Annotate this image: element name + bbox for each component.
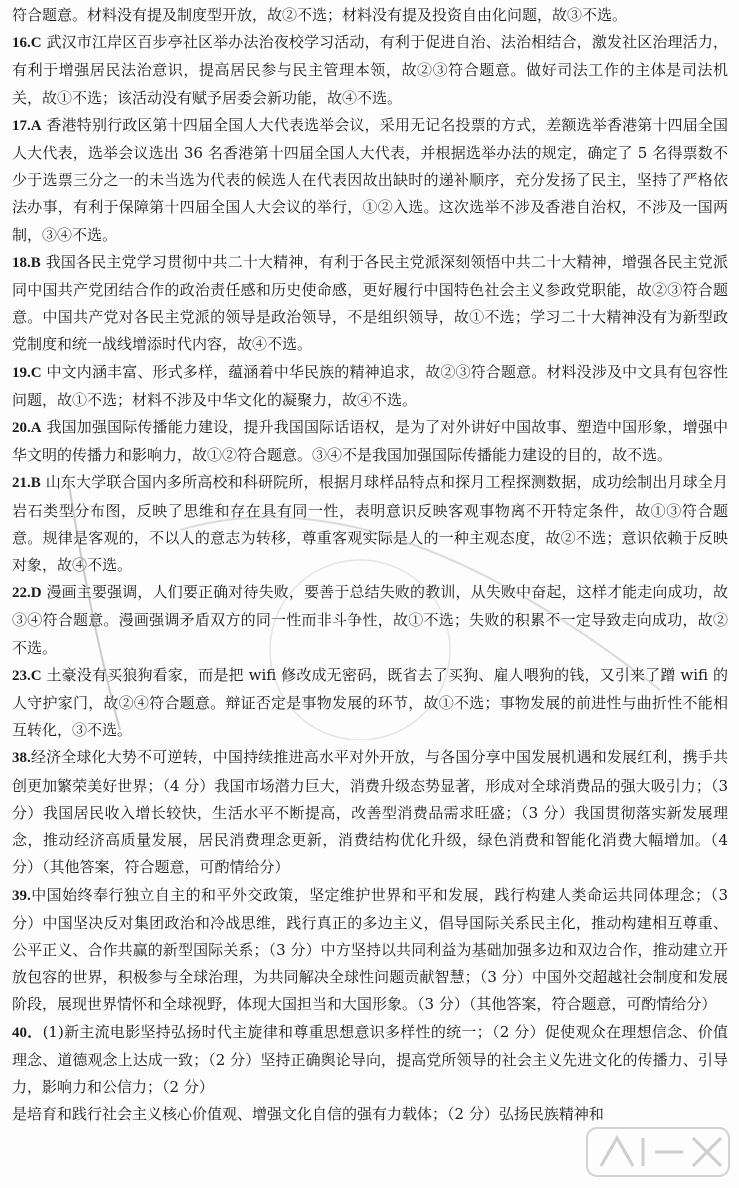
question-number: 40．	[12, 1024, 43, 1041]
question-number: 16.	[12, 35, 31, 52]
answer-letter: D	[30, 585, 42, 602]
answer-item-21	[12, 469, 728, 579]
answer-letter: C	[30, 35, 42, 52]
paragraph-text: 中国始终奉行独立自主的和平外交政策，坚定维护世界和平和发展，践行构建人类命运共同体理念；（3 分）中国坚决反对集团政治和冷战思维，践行真正的多边主义，倡导国际关系民主化，推动构建相互尊重、公平正义、合作共赢的新型国际关系；（3 分）中方坚持以共同利益为基础加强多边和双边合作，推动建立开放包容的世界，积极参与全球治理，为共同解决全球性问题贡献智慧；（3 分）中国外交超越社会制度和发展阶段，展现世界情怀和全球视野，体现大国担当和大国形象。（3 分）（其他答案，符合题意，可酌情给分）	[12, 885, 728, 1014]
question-number: 20.	[12, 420, 31, 437]
answer-item-23	[12, 662, 728, 745]
answer-key-text	[12, 2, 728, 1128]
paragraph-text: 山东大学联合国内多所高校和科研院所，根据月球样品特点和探月工程探测数据，成功绘制出月球全月岩石类型分布图，反映了思维和存在具有同一性，表明意识反映客观事物离不开特定条件，故①③符合题意。规律是客观的，不以人的意志为转移，尊重客观实际是人的一种主观态度，故②不选；意识依赖于反映对象，故④不选。	[12, 473, 728, 575]
question-number: 18.	[12, 254, 31, 271]
paragraph-text: 符合题意。材料没有提及制度型开放，故②不选；材料没有提及投资自由化问题，故③不选。	[12, 6, 628, 24]
answer-item-40	[12, 1019, 728, 1102]
paragraph-continuation	[12, 1101, 728, 1128]
answer-letter: C	[30, 364, 42, 381]
answer-item-20	[12, 414, 728, 469]
paragraph-text: 武汉市江岸区百步亭社区举办法治夜校学习活动，有利于促进自治、法治相结合，激发社区治理活力，有利于增强居民法治意识，提高居民参与民主管理本领，故②③符合题意。做好司法工作的主体是司法机关，故①不选；该活动没有赋予居委会新功能，故④不选。	[12, 33, 728, 107]
question-number: 19.	[12, 364, 31, 381]
question-number: 23.	[12, 667, 31, 684]
paragraph-continuation	[12, 2, 728, 29]
paragraph-text: 漫画主要强调，人们要正确对待失败，要善于总结失败的教训，从失败中奋起，这样才能走向成功，故③④符合题意。漫画强调矛盾双方的同一性而非斗争性，故①不选；失败的积累不一定导致走向成功，故②不选。	[12, 583, 728, 657]
answer-item-16	[12, 29, 728, 112]
answer-letter: A	[30, 420, 42, 437]
answer-letter: B	[30, 475, 41, 492]
answer-item-17	[12, 112, 728, 249]
question-number: 22.	[12, 585, 31, 602]
answer-letter: C	[30, 667, 42, 684]
answer-letter: B	[30, 254, 41, 271]
paragraph-text: 我国加强国际传播能力建设，提升我国国际话语权，是为了对外讲好中国故事、塑造中国形象，增强中华文明的传播力和影响力，故①②符合题意。③④不是我国加强国际传播能力建设的目的，故不选。	[12, 418, 728, 465]
paragraph-text: 我国各民主党学习贯彻中共二十大精神，有利于各民主党派深刻领悟中共二十大精神，增强各民主党派同中国共产党团结合作的政治责任感和历史使命感，更好履行中国特色社会主义参政党职能，故②③符合题意。中国共产党对各民主党派的领导是政治领导，不是组织领导，故①不选；学习二十大精神没有为新型政党制度和统一战线增添时代内容，故④不选。	[12, 252, 728, 354]
answer-item-19	[12, 359, 728, 414]
answer-letter: A	[30, 117, 42, 134]
paragraph-text: 中文内涵丰富、形式多样，蕴涵着中华民族的精神追求，故②③符合题意。材料没涉及中文具有包容性问题，故①不选；材料不涉及中华文化的凝聚力，故④不选。	[12, 362, 728, 409]
question-number: 39.	[12, 887, 31, 904]
question-number: 38.	[12, 750, 31, 767]
paragraph-text: 经济全球化大势不可逆转，中国持续推进高水平对外开放，与各国分享中国发展机遇和发展红利，携手共创更加繁荣美好世界；（4 分）我国市场潜力巨大，消费升级态势显著，形成对全球消费品的强大吸引力；（3 分）我国居民收入增长较快，生活水平不断提高，改善型消费品需求旺盛；（3 分）我国贯彻落实新发展理念，推动经济高质量发展，居民消费理念更新，消费结构优化升级，绿色消费和智能化消费大幅增加。（4 分）（其他答案，符合题意，可酌情给分）	[12, 748, 728, 877]
answer-item-38	[12, 744, 728, 881]
site-logo-icon	[583, 1122, 733, 1182]
question-number: 17.	[12, 117, 31, 134]
question-number: 21.	[12, 475, 31, 492]
paragraph-text: (1)新主流电影坚持弘扬时代主旋律和尊重思想意识多样性的统一；（2 分）促使观众在理想信念、价值理念、道德观念上达成一致；（2 分）坚持正确舆论导向，提高党所领导的社会主义先进文化的传播力、引导力，影响力和公信力；（2 分）	[12, 1022, 728, 1096]
answer-item-22	[12, 579, 728, 662]
paragraph-text: 土豪没有买狼狗看家，而是把 wifi 修改成无密码，既省去了买狗、雇人喂狗的钱，又引来了蹭 wifi 的人守护家门，故②④符合题意。辩证否定是事物发展的环节，故①不选；事物发展的前进性与曲折性不能相互转化，③不选。	[12, 665, 728, 740]
paragraph-text: 是培育和践行社会主义核心价值观、增强文化自信的强有力载体；（2 分）弘扬民族精神和	[12, 1105, 604, 1124]
answer-item-18	[12, 249, 728, 359]
answer-item-39	[12, 882, 728, 1019]
paragraph-text: 香港特别行政区第十四届全国人大代表选举会议，采用无记名投票的方式，差额选举香港第十四届全国人大代表，选举会议选出 36 名香港第十四届全国人大代表，并根据选举办法的规定，确定了 5 名得票数不少于选票三分之一的未当选为代表的候选人在代表因故出缺时的递补顺序，充分发扬了民主，坚持了严格依法办事，有利于保障第十四届全国人大会议的举行，①②入选。这次选举不涉及香港自治权，不涉及一国两制，③④不选。	[12, 115, 728, 244]
